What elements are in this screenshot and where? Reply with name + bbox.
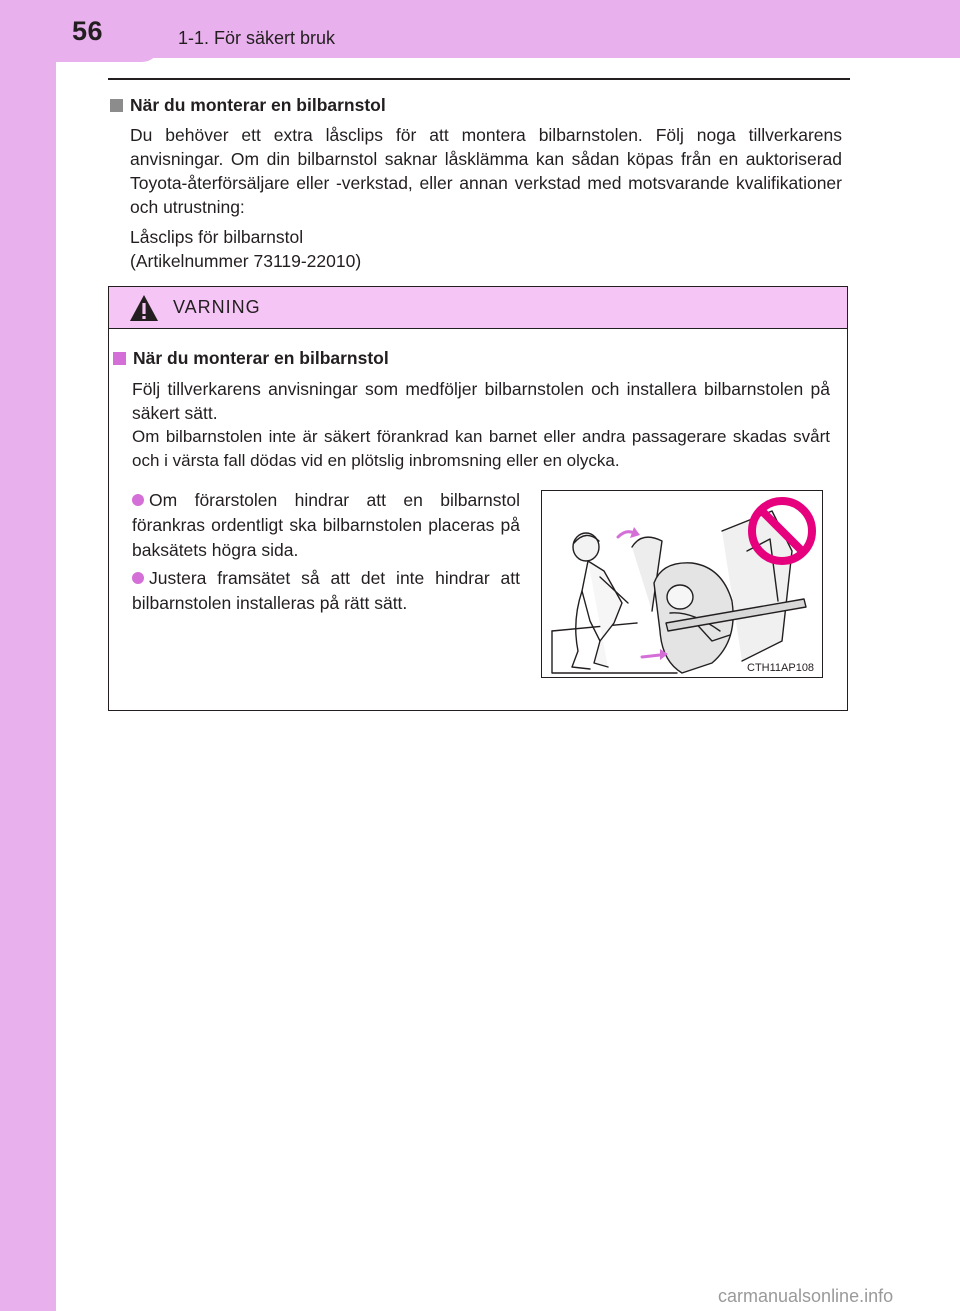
page-number: 56 — [72, 16, 104, 46]
watermark: carmanualsonline.info — [718, 1286, 894, 1306]
child-seat-drawing — [542, 491, 823, 678]
illustration-code: CTH11AP108 — [747, 662, 815, 674]
section-paragraph: Du behöver ett extra låsclips för att montera bilbarnstolen. Följ noga tillverkarens anvisningar. Om din bilbarnstol saknar låsklämma kan sådan köpas från en auktoriserad Toyota-återförsäljare eller -verkstad, eller annan verkstad med motsvarande kvalifikationer och utrustning: — [130, 125, 842, 217]
section-title: 1-1. För säkert bruk — [178, 28, 336, 48]
warning-header — [109, 287, 847, 329]
child-seat-illustration — [541, 490, 823, 678]
divider-rule — [108, 78, 850, 80]
warning-paragraph-1: Följ tillverkarens anvisningar som medföljer bilbarnstolen och installera bilbarnstolen på säkert sätt. — [132, 379, 830, 423]
warning-heading: När du monterar en bilbarnstol — [113, 347, 389, 369]
warning-bullet-1: Om förarstolen hindrar att en bilbarnstol förankras ordentligt ska bilbarnstolen placeras på baksätets högra sida. — [132, 490, 520, 560]
square-bullet-icon — [113, 352, 126, 365]
warning-title: VARNING — [173, 297, 261, 317]
part-name: Låsclips för bilbarnstol — [130, 227, 304, 247]
side-color-band — [0, 0, 56, 1311]
warning-bullet-2: Justera framsätet så att det inte hindrar att bilbarnstolen installeras på rätt sätt. — [132, 568, 520, 613]
warning-triangle-icon — [129, 294, 159, 322]
square-bullet-icon — [110, 99, 123, 112]
section-heading: När du monterar en bilbarnstol — [110, 94, 386, 116]
warning-paragraph-2: Om bilbarnstolen inte är säkert förankrad kan barnet eller andra passagerare skadas svårt och i värsta fall dödas vid en plötslig inbromsning eller en olycka. — [132, 427, 830, 470]
part-number: (Artikelnummer 73119-22010) — [130, 251, 362, 271]
round-bullet-icon — [132, 494, 144, 506]
round-bullet-icon — [132, 572, 144, 584]
